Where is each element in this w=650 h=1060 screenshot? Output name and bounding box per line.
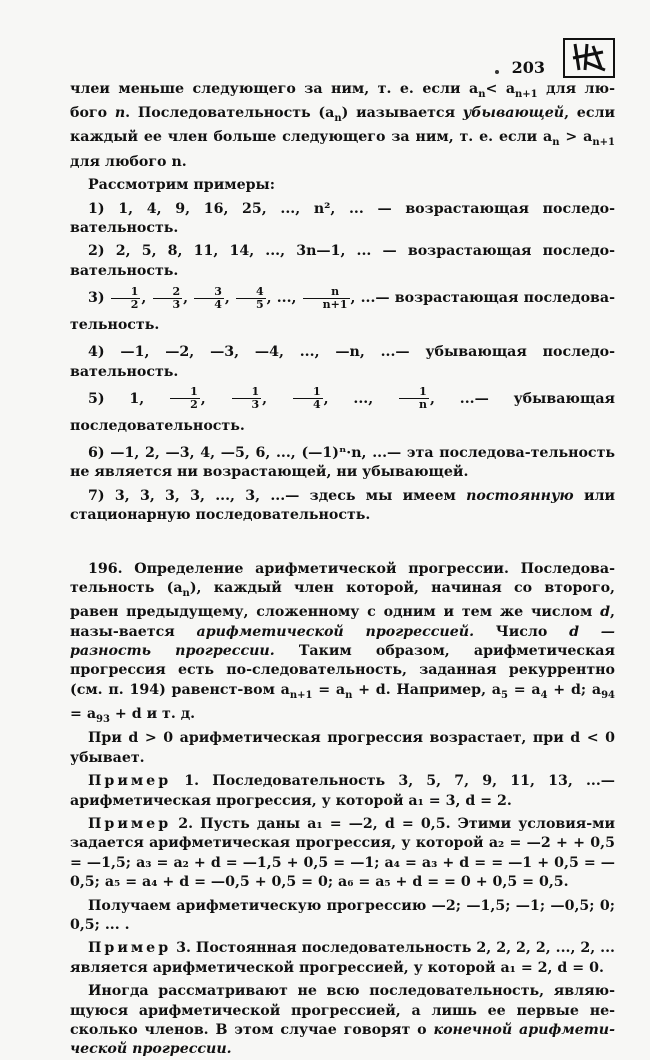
example-5: 5) 1, $\frac{1}{2}$ , $\frac{1}{3}$ , $\frac{1}{4}$ , ..., $\frac{1}{n}$ , ...— убывающая последовательность. (70, 385, 615, 434)
section-196-definition: 196. Определение арифметической прогрессии. Последова-тельность $(a_n)$, каждый член которой, начиная со второго, равен предыдущему, сложенному с одним и тем же числом d, назы-вается арифметической прогрессией. Число d — разность прогрессии. Таким образом, арифметическая прогрессия есть по-следовательность, заданная рекуррентно (см. п. 194) равенст-вом $a_{n+1} = a_n + d$. Например, $a_5 = a_4 + d$; $a_{94} = a_{93} + d$ и т. д. (70, 560, 615, 725)
page-header (70, 30, 615, 80)
example-paragraph-1: Пример 1. Последовательность 3, 5, 7, 9, 11, 13, ...— арифметическая прогрессия, у которой a₁ = 3, d = 2. (70, 773, 615, 809)
book-page (70, 0, 615, 1058)
example-paragraph-2: Пример 2. Пусть даны a₁ = —2, d = 0,5. Этими условия-ми задается арифметическая прогрессия, у которой a₂ = —2 + + 0,5 = —1,5; a₃ = a₂ + d = —1,5 + 0,5 = —1; a₄ = a₃ + d = = —1 + 0,5 = —0,5; a₅ = a₄ + d = —0,5 + 0,5 = 0; a₆ = a₅ + d = = 0 + 0,5 = 0,5. (70, 815, 615, 891)
page-content (70, 80, 615, 1060)
finite-progression-paragraph: Иногда рассматривают не всю последовательность, являю-щуюся арифметической прогрессией, а лишь ее первые не-сколько членов. В этом случае говорят о конечной арифмети-ческой прогрессии. (70, 983, 615, 1058)
section-196-heading: 196. Определение арифметической прогрессии. (88, 560, 509, 577)
resulting-progression: Получаем арифметическую прогрессию —2; —1,5; —1; —0,5; 0; 0,5; ... . (70, 897, 615, 933)
example-7: 7) 3, 3, 3, 3, ..., 3, ...— здесь мы имеем постоянную или стационарную последовательность. (70, 487, 615, 524)
example-paragraph-3: Пример 3. Постоянная последовательность 2, 2, 2, 2, ..., 2, ... является арифметической прогрессией, у которой a₁ = 2, d = 0. (70, 940, 615, 976)
example-2: 2) 2, 5, 8, 11, 14, ..., 3n—1, ... — возрастающая последо-вательность. (70, 243, 615, 279)
example-3: 3) $\frac{1}{2}$ , $\frac{2}{3}$ , $\frac{3}{4}$ , $\frac{4}{5}$ , ..., $\frac{n}{n+1}$ , ...— возрастающая последова-тельность. (70, 284, 615, 334)
example-6: 6) —1, 2, —3, 4, —5, 6, ..., (—1)ⁿ·n, ...— эта последова-тельность не является ни возрастающей, ни убывающей. (70, 444, 615, 481)
page-number: 203 (511, 58, 545, 77)
growth-rule: При d > 0 арифметическая прогрессия возрастает, при d < 0 убывает. (70, 730, 615, 766)
ink-dot (495, 70, 499, 74)
example-4: 4) —1, —2, —3, —4, ..., —n, ...— убывающая последо-вательность. (70, 344, 615, 380)
example-1: 1) 1, 4, 9, 16, 25, ..., n², ... — возрастающая последо-вательность. (70, 200, 615, 236)
paragraph-increasing-def: члеи меньше следующего за ним, т. е. если $a_n< a_{n+1}$ для лю- бого n. Последовательность $(a_n)$ иазывается убывающей, если каждый ее член больше следующего за ним, т. е. если $a_n > a_{n+1}$ для любого n. (70, 81, 615, 170)
publisher-emblem-icon (563, 38, 615, 78)
examples-intro: Рассмотрим примеры: (88, 177, 275, 194)
